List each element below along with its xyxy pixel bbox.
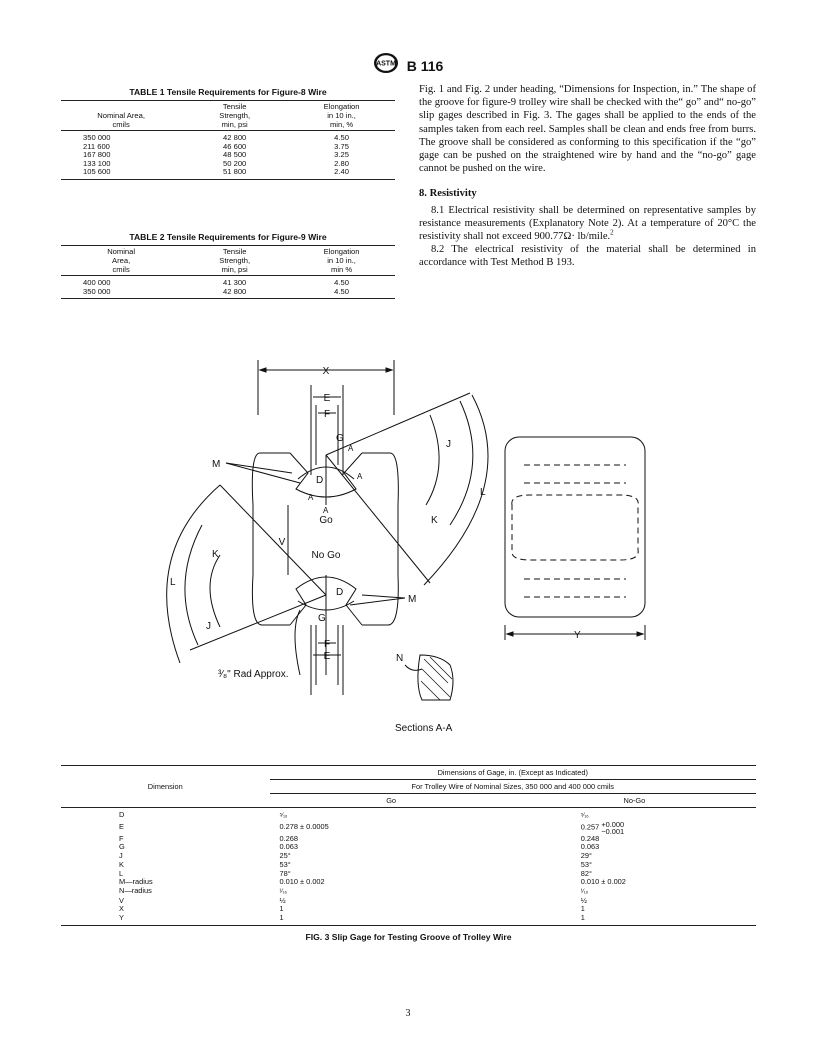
label-e-top: E xyxy=(323,393,331,404)
table-row: F 0.268 0.248 xyxy=(119,833,600,843)
table-row: E 0.278 ± 0.0005 0.257 +0.000 −0.001 xyxy=(119,819,625,836)
table-row: 400 000 41 300 4.50 xyxy=(83,278,349,287)
right-column-text xyxy=(419,83,756,270)
table-row: J 25° 29° xyxy=(119,851,592,861)
table-row: L 78° 82° xyxy=(119,868,592,878)
t1-col1-header: Nominal Area, cmils xyxy=(61,101,181,131)
slip-gage-drawing xyxy=(150,355,670,745)
table-row: N—radius ¹⁄₁₆ ¹⁄₁₆ xyxy=(119,885,589,895)
label-sections: Sections A-A xyxy=(395,723,453,734)
table-row: 133 100 50 200 2.80 xyxy=(83,158,349,168)
label-l-bottom: L xyxy=(170,577,176,588)
dimensions-grid xyxy=(61,765,756,926)
label-nogo: No Go xyxy=(311,550,341,561)
table-2 xyxy=(61,232,395,299)
paragraph-8-1: 8.1 Electrical resistivity shall be determined on representative samples by resistance measurements (Explanatory Note 2). At a temperature of 20°C the resistivity shall not exceed 900.77Ω· lb/mile.$^2$ xyxy=(419,204,756,243)
table-row: K 53° 53° xyxy=(119,859,592,869)
label-f-bottom: F xyxy=(323,639,331,650)
table-2-title: TABLE 2 Tensile Requirements for Figure-9 Wire xyxy=(129,232,327,242)
paragraph-inspection: Fig. 1 and Fig. 2 under heading, “Dimensions for Inspection, in.” The shape of the groove for figure-9 trolley wire shall be checked with the“ go” and“ no-go” slip gages described in Fig. 3. The gages shall be applied to the ends of the samples taken from each reel. Samples shall be clean and ends free from burrs. The groove shall be considered as conforming to this specification if the “go” gage can be pushed on the straightened wire by hand and the “no-go” gage cannot be pushed on the wire. xyxy=(419,84,756,175)
t2-col3-header: Elongation in 10 in., min % xyxy=(288,246,395,276)
label-g-top: G xyxy=(336,433,344,444)
label-m-bottom: M xyxy=(408,594,417,605)
go-header: Go xyxy=(270,794,513,808)
label-k-bottom: K xyxy=(212,549,219,560)
nogo-header: No-Go xyxy=(513,794,756,808)
label-f-top: F xyxy=(323,409,331,420)
table-row: Y 1 1 xyxy=(61,914,756,925)
label-rod: ³⁄₈" Rad Approx. xyxy=(218,669,289,680)
label-a-4: A xyxy=(323,506,329,515)
dimension-header: Dimension xyxy=(61,766,270,808)
page-number: 3 xyxy=(405,1008,411,1019)
label-x: X xyxy=(322,366,330,377)
label-v: V xyxy=(278,537,286,548)
gage-dimensions-header: Dimensions of Gage, in. (Except as Indicated) xyxy=(270,766,757,780)
t1-col3-header: Elongation in 10 in., min, % xyxy=(288,101,395,131)
table-row: 105 600 51 800 2.40 xyxy=(61,168,395,179)
table-1 xyxy=(61,87,395,180)
standard-code: B 116 xyxy=(406,57,444,74)
label-m-top: M xyxy=(212,459,221,470)
table-2-grid xyxy=(61,245,395,299)
table-row: 211 600 46 600 3.75 xyxy=(83,141,349,151)
label-j-bottom: J xyxy=(206,621,211,632)
label-d-bottom: D xyxy=(336,587,344,598)
trolley-wire-header: For Trolley Wire of Nominal Sizes, 350 000 and 400 000 cmils xyxy=(270,780,757,794)
label-y: Y xyxy=(574,630,581,641)
astm-logo-icon xyxy=(373,52,399,79)
table-row: V ½ ½ xyxy=(119,895,587,905)
label-go: Go xyxy=(319,515,333,526)
table-row: 350 000 42 800 4.50 xyxy=(61,288,395,299)
t1-col2-header: Tensile Strength, min, psi xyxy=(181,101,288,131)
label-e-bottom: E xyxy=(323,651,331,662)
table-1-grid xyxy=(61,100,395,180)
table-row: 167 800 48 500 3.25 xyxy=(83,150,349,160)
table-row: D ⁵⁄₁₆ ⁵⁄₁₆ xyxy=(119,810,589,819)
paragraph-8-2: 8.2 The electrical resistivity of the material shall be determined in accordance with Test Method B 193. xyxy=(419,244,756,269)
table-row: 350 000 42 800 4.50 xyxy=(83,133,349,142)
dimensions-table xyxy=(61,765,756,942)
table-row: M—radius 0.010 ± 0.002 0.010 ± 0.002 xyxy=(119,877,626,887)
table-row: X 1 1 xyxy=(119,904,585,914)
footnote-ref: 2 xyxy=(610,228,614,237)
logo-text: ASTM xyxy=(375,60,396,68)
label-g-bottom: G xyxy=(318,613,326,624)
label-a-1: A xyxy=(348,444,354,453)
t2-col2-header: Tensile Strength, min, psi xyxy=(181,246,288,276)
section-heading-resistivity: 8. Resistivity xyxy=(419,188,477,200)
label-a-3: A xyxy=(308,493,314,502)
label-n: N xyxy=(396,653,404,664)
label-j-top: J xyxy=(446,439,451,450)
page-header xyxy=(0,52,816,79)
t2-col1-header: Nominal Area, cmils xyxy=(61,246,181,276)
figure-caption: FIG. 3 Slip Gage for Testing Groove of Trolley Wire xyxy=(305,931,512,942)
table-1-title: TABLE 1 Tensile Requirements for Figure-8 Wire xyxy=(129,87,327,97)
label-l-top: L xyxy=(480,487,486,498)
figure-3-slip-gage xyxy=(150,355,670,745)
label-a-2: A xyxy=(357,472,363,481)
label-d-top: D xyxy=(316,475,324,486)
table-row: G 0.063 0.063 xyxy=(119,842,600,852)
label-k-top: K xyxy=(431,515,438,526)
